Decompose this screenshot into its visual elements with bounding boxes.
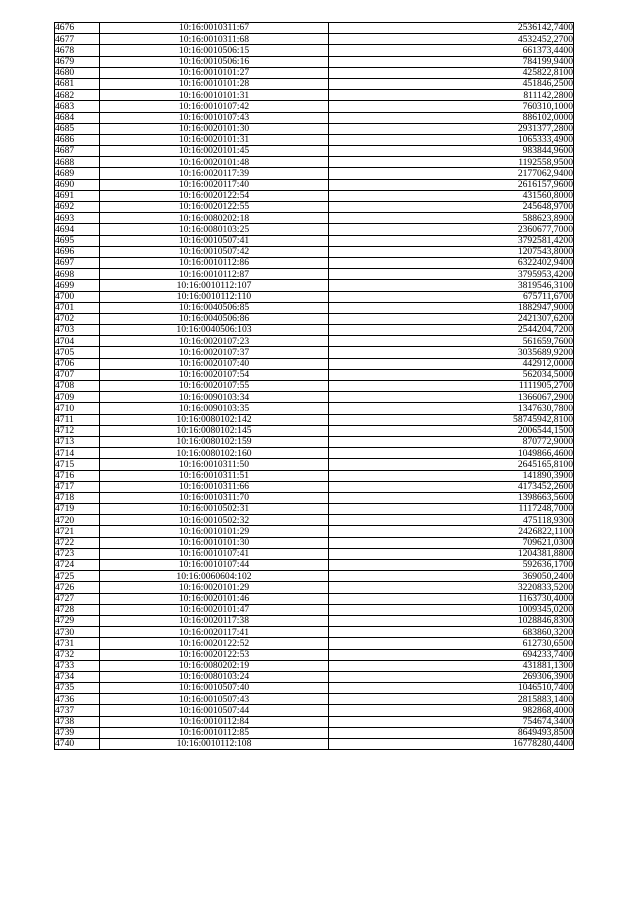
cadastral-number-cell: 10:16:0020101:45: [100, 146, 329, 157]
row-number-cell: 4707: [55, 369, 100, 380]
cadastral-value-cell: 588623,8900: [329, 213, 574, 224]
table-row: [55, 683, 574, 694]
cadastral-value-cell: 2815883,1400: [329, 694, 574, 705]
cadastral-value-cell: 2931377,2800: [329, 123, 574, 134]
cadastral-value-cell: 982868,4000: [329, 705, 574, 716]
cadastral-value-cell: 562034,5000: [329, 369, 574, 380]
table-row: [55, 571, 574, 582]
table-row: [55, 459, 574, 470]
table-row: [55, 23, 574, 34]
cadastral-value-cell: 760310,1000: [329, 101, 574, 112]
row-number-cell: 4694: [55, 224, 100, 235]
cadastral-value-cell: 6322402,9400: [329, 257, 574, 268]
cadastral-number-cell: 10:16:0010507:41: [100, 235, 329, 246]
cadastral-number-cell: 10:16:0020117:39: [100, 168, 329, 179]
table-row: [55, 90, 574, 101]
row-number-cell: 4689: [55, 168, 100, 179]
table-row: [55, 101, 574, 112]
table-row: [55, 615, 574, 626]
table-row: [55, 381, 574, 392]
cadastral-value-cell: 1049866,4600: [329, 448, 574, 459]
table-row: [55, 112, 574, 123]
row-number-cell: 4695: [55, 235, 100, 246]
table-row: [55, 246, 574, 257]
cadastral-number-cell: 10:16:0020117:38: [100, 615, 329, 626]
cadastral-number-cell: 10:16:0010112:84: [100, 716, 329, 727]
cadastral-number-cell: 10:16:0080102:142: [100, 414, 329, 425]
cadastral-value-cell: 1009345,0200: [329, 604, 574, 615]
cadastral-number-cell: 10:16:0020107:23: [100, 336, 329, 347]
table-row: [55, 168, 574, 179]
table-row: [55, 280, 574, 291]
cadastral-number-cell: 10:16:0080103:24: [100, 671, 329, 682]
row-number-cell: 4705: [55, 347, 100, 358]
row-number-cell: 4717: [55, 481, 100, 492]
table-row: [55, 481, 574, 492]
row-number-cell: 4706: [55, 358, 100, 369]
cadastral-number-cell: 10:16:0010502:31: [100, 504, 329, 515]
row-number-cell: 4720: [55, 515, 100, 526]
cadastral-value-cell: 2426822,1100: [329, 526, 574, 537]
table-row: [55, 582, 574, 593]
row-number-cell: 4681: [55, 78, 100, 89]
cadastral-value-cell: 784199,9400: [329, 56, 574, 67]
table-row: [55, 638, 574, 649]
table-row: [55, 67, 574, 78]
cadastral-number-cell: 10:16:0010107:42: [100, 101, 329, 112]
table-row: [55, 34, 574, 45]
cadastral-value-cell: 1163730,4000: [329, 593, 574, 604]
cadastral-value-table: [54, 22, 574, 750]
row-number-cell: 4732: [55, 649, 100, 660]
row-number-cell: 4724: [55, 560, 100, 571]
cadastral-value-cell: 683860,3200: [329, 627, 574, 638]
table-row: [55, 671, 574, 682]
cadastral-number-cell: 10:16:0020101:48: [100, 157, 329, 168]
cadastral-number-cell: 10:16:0040506:86: [100, 313, 329, 324]
cadastral-value-cell: 1117248,7000: [329, 504, 574, 515]
cadastral-value-cell: 4532452,2700: [329, 34, 574, 45]
row-number-cell: 4685: [55, 123, 100, 134]
cadastral-number-cell: 10:16:0020101:46: [100, 593, 329, 604]
row-number-cell: 4709: [55, 392, 100, 403]
table-row: [55, 369, 574, 380]
cadastral-number-cell: 10:16:0010311:67: [100, 23, 329, 34]
cadastral-value-cell: 661373,4400: [329, 45, 574, 56]
cadastral-value-cell: 1192558,9500: [329, 157, 574, 168]
cadastral-number-cell: 10:16:0020117:41: [100, 627, 329, 638]
row-number-cell: 4725: [55, 571, 100, 582]
table-row: [55, 627, 574, 638]
table-row: [55, 302, 574, 313]
row-number-cell: 4691: [55, 190, 100, 201]
table-row: [55, 537, 574, 548]
table-row: [55, 436, 574, 447]
row-number-cell: 4721: [55, 526, 100, 537]
cadastral-number-cell: 10:16:0010507:42: [100, 246, 329, 257]
cadastral-value-cell: 2360677,7000: [329, 224, 574, 235]
row-number-cell: 4729: [55, 615, 100, 626]
cadastral-number-cell: 10:16:0020122:54: [100, 190, 329, 201]
row-number-cell: 4731: [55, 638, 100, 649]
row-number-cell: 4699: [55, 280, 100, 291]
cadastral-number-cell: 10:16:0020107:37: [100, 347, 329, 358]
cadastral-value-cell: 886102,0000: [329, 112, 574, 123]
cadastral-value-cell: 141890,3900: [329, 470, 574, 481]
cadastral-number-cell: 10:16:0020107:40: [100, 358, 329, 369]
row-number-cell: 4693: [55, 213, 100, 224]
cadastral-number-cell: 10:16:0020117:40: [100, 179, 329, 190]
cadastral-value-cell: 1111905,2700: [329, 381, 574, 392]
cadastral-value-cell: 245648,9700: [329, 202, 574, 213]
cadastral-number-cell: 10:16:0020107:55: [100, 381, 329, 392]
cadastral-number-cell: 10:16:0010311:70: [100, 492, 329, 503]
cadastral-value-cell: 870772,9000: [329, 436, 574, 447]
cadastral-number-cell: 10:16:0080102:160: [100, 448, 329, 459]
row-number-cell: 4713: [55, 436, 100, 447]
row-number-cell: 4735: [55, 683, 100, 694]
cadastral-value-cell: 709621,0300: [329, 537, 574, 548]
table-row: [55, 56, 574, 67]
row-number-cell: 4739: [55, 727, 100, 738]
cadastral-value-cell: 2616157,9600: [329, 179, 574, 190]
row-number-cell: 4723: [55, 548, 100, 559]
table-row: [55, 515, 574, 526]
cadastral-value-cell: 2421307,6200: [329, 313, 574, 324]
cadastral-value-cell: 811142,2800: [329, 90, 574, 101]
table-row: [55, 146, 574, 157]
table-row: [55, 358, 574, 369]
table-row: [55, 179, 574, 190]
cadastral-value-cell: 561659,7600: [329, 336, 574, 347]
cadastral-number-cell: 10:16:0080103:25: [100, 224, 329, 235]
table-row: [55, 492, 574, 503]
table-row: [55, 257, 574, 268]
row-number-cell: 4702: [55, 313, 100, 324]
table-row: [55, 313, 574, 324]
cadastral-value-cell: 1204381,8800: [329, 548, 574, 559]
table-row: [55, 716, 574, 727]
cadastral-value-cell: 1882947,9000: [329, 302, 574, 313]
row-number-cell: 4711: [55, 414, 100, 425]
table-row: [55, 347, 574, 358]
table-row: [55, 78, 574, 89]
table-row: [55, 325, 574, 336]
cadastral-number-cell: 10:16:0020101:29: [100, 582, 329, 593]
table-row: [55, 45, 574, 56]
row-number-cell: 4704: [55, 336, 100, 347]
cadastral-value-cell: 2536142,7400: [329, 23, 574, 34]
row-number-cell: 4697: [55, 257, 100, 268]
table-row: [55, 235, 574, 246]
row-number-cell: 4701: [55, 302, 100, 313]
table-row: [55, 213, 574, 224]
cadastral-number-cell: 10:16:0010506:15: [100, 45, 329, 56]
cadastral-number-cell: 10:16:0020101:31: [100, 134, 329, 145]
cadastral-value-cell: 1046510,7400: [329, 683, 574, 694]
row-number-cell: 4687: [55, 146, 100, 157]
cadastral-value-cell: 442912,0000: [329, 358, 574, 369]
cadastral-number-cell: 10:16:0010112:85: [100, 727, 329, 738]
table-row: [55, 660, 574, 671]
cadastral-value-cell: 754674,3400: [329, 716, 574, 727]
table-row: [55, 548, 574, 559]
row-number-cell: 4719: [55, 504, 100, 515]
cadastral-value-cell: 475118,9300: [329, 515, 574, 526]
row-number-cell: 4678: [55, 45, 100, 56]
cadastral-number-cell: 10:16:0020101:47: [100, 604, 329, 615]
cadastral-value-cell: 3819546,3100: [329, 280, 574, 291]
cadastral-number-cell: 10:16:0080102:159: [100, 436, 329, 447]
table-row: [55, 202, 574, 213]
cadastral-number-cell: 10:16:0090103:34: [100, 392, 329, 403]
cadastral-value-cell: 1028846,8300: [329, 615, 574, 626]
table-row: [55, 560, 574, 571]
cadastral-value-cell: 425822,8100: [329, 67, 574, 78]
row-number-cell: 4692: [55, 202, 100, 213]
row-number-cell: 4710: [55, 403, 100, 414]
cadastral-value-cell: 369050,2400: [329, 571, 574, 582]
row-number-cell: 4677: [55, 34, 100, 45]
cadastral-number-cell: 10:16:0010507:43: [100, 694, 329, 705]
table-row: [55, 739, 574, 750]
cadastral-number-cell: 10:16:0010107:41: [100, 548, 329, 559]
cadastral-value-cell: 1207543,8000: [329, 246, 574, 257]
row-number-cell: 4676: [55, 23, 100, 34]
cadastral-value-cell: 1366067,2900: [329, 392, 574, 403]
cadastral-value-cell: 1398663,5600: [329, 492, 574, 503]
row-number-cell: 4679: [55, 56, 100, 67]
cadastral-value-cell: 983844,9600: [329, 146, 574, 157]
cadastral-number-cell: 10:16:0010311:51: [100, 470, 329, 481]
row-number-cell: 4738: [55, 716, 100, 727]
row-number-cell: 4727: [55, 593, 100, 604]
row-number-cell: 4703: [55, 325, 100, 336]
table-row: [55, 392, 574, 403]
cadastral-number-cell: 10:16:0010507:44: [100, 705, 329, 716]
cadastral-number-cell: 10:16:0040506:103: [100, 325, 329, 336]
table-row: [55, 727, 574, 738]
table-row: [55, 470, 574, 481]
cadastral-number-cell: 10:16:0020122:53: [100, 649, 329, 660]
table-row: [55, 414, 574, 425]
table-body: [55, 23, 574, 750]
row-number-cell: 4684: [55, 112, 100, 123]
cadastral-number-cell: 10:16:0080202:18: [100, 213, 329, 224]
cadastral-value-cell: 612730,6500: [329, 638, 574, 649]
row-number-cell: 4734: [55, 671, 100, 682]
cadastral-number-cell: 10:16:0090103:35: [100, 403, 329, 414]
cadastral-value-cell: 2544204,7200: [329, 325, 574, 336]
table-row: [55, 526, 574, 537]
row-number-cell: 4733: [55, 660, 100, 671]
row-number-cell: 4688: [55, 157, 100, 168]
cadastral-value-cell: 675711,6700: [329, 291, 574, 302]
row-number-cell: 4740: [55, 739, 100, 750]
row-number-cell: 4728: [55, 604, 100, 615]
table-row: [55, 604, 574, 615]
row-number-cell: 4726: [55, 582, 100, 593]
cadastral-number-cell: 10:16:0010101:30: [100, 537, 329, 548]
row-number-cell: 4715: [55, 459, 100, 470]
row-number-cell: 4682: [55, 90, 100, 101]
cadastral-number-cell: 10:16:0010311:66: [100, 481, 329, 492]
cadastral-number-cell: 10:16:0010112:86: [100, 257, 329, 268]
cadastral-value-cell: 2177062,9400: [329, 168, 574, 179]
cadastral-value-cell: 451846,2500: [329, 78, 574, 89]
table-row: [55, 157, 574, 168]
table-row: [55, 190, 574, 201]
table-row: [55, 593, 574, 604]
row-number-cell: 4722: [55, 537, 100, 548]
cadastral-number-cell: 10:16:0010101:27: [100, 67, 329, 78]
row-number-cell: 4712: [55, 425, 100, 436]
cadastral-value-cell: 2006544,1500: [329, 425, 574, 436]
cadastral-value-cell: 3220833,5200: [329, 582, 574, 593]
cadastral-number-cell: 10:16:0010107:44: [100, 560, 329, 571]
row-number-cell: 4698: [55, 269, 100, 280]
row-number-cell: 4730: [55, 627, 100, 638]
cadastral-number-cell: 10:16:0020101:30: [100, 123, 329, 134]
cadastral-value-cell: 592636,1700: [329, 560, 574, 571]
cadastral-number-cell: 10:16:0010112:87: [100, 269, 329, 280]
cadastral-number-cell: 10:16:0040506:85: [100, 302, 329, 313]
cadastral-number-cell: 10:16:0020107:54: [100, 369, 329, 380]
table-row: [55, 269, 574, 280]
cadastral-value-cell: 3792581,4200: [329, 235, 574, 246]
cadastral-value-cell: 2645165,8100: [329, 459, 574, 470]
table-row: [55, 448, 574, 459]
cadastral-number-cell: 10:16:0010311:50: [100, 459, 329, 470]
table-row: [55, 694, 574, 705]
cadastral-value-cell: 694233,7400: [329, 649, 574, 660]
table-row: [55, 291, 574, 302]
cadastral-value-cell: 1065333,4900: [329, 134, 574, 145]
cadastral-value-cell: 3035689,9200: [329, 347, 574, 358]
cadastral-number-cell: 10:16:0080102:145: [100, 425, 329, 436]
cadastral-value-cell: 431560,8000: [329, 190, 574, 201]
row-number-cell: 4718: [55, 492, 100, 503]
cadastral-number-cell: 10:16:0020122:52: [100, 638, 329, 649]
cadastral-number-cell: 10:16:0010107:43: [100, 112, 329, 123]
row-number-cell: 4700: [55, 291, 100, 302]
cadastral-number-cell: 10:16:0010311:68: [100, 34, 329, 45]
cadastral-number-cell: 10:16:0010112:108: [100, 739, 329, 750]
cadastral-number-cell: 10:16:0010101:31: [100, 90, 329, 101]
table-row: [55, 504, 574, 515]
cadastral-value-cell: 58745942,8100: [329, 414, 574, 425]
cadastral-value-cell: 269306,3900: [329, 671, 574, 682]
row-number-cell: 4690: [55, 179, 100, 190]
cadastral-number-cell: 10:16:0010112:107: [100, 280, 329, 291]
table-row: [55, 425, 574, 436]
cadastral-number-cell: 10:16:0010101:29: [100, 526, 329, 537]
row-number-cell: 4683: [55, 101, 100, 112]
row-number-cell: 4686: [55, 134, 100, 145]
cadastral-number-cell: 10:16:0010502:32: [100, 515, 329, 526]
row-number-cell: 4680: [55, 67, 100, 78]
table-row: [55, 705, 574, 716]
cadastral-number-cell: 10:16:0010112:110: [100, 291, 329, 302]
cadastral-value-cell: 4173452,2600: [329, 481, 574, 492]
row-number-cell: 4714: [55, 448, 100, 459]
table-row: [55, 403, 574, 414]
row-number-cell: 4716: [55, 470, 100, 481]
cadastral-value-cell: 431881,1300: [329, 660, 574, 671]
cadastral-value-cell: 3795953,4200: [329, 269, 574, 280]
cadastral-value-cell: 16778280,4400: [329, 739, 574, 750]
table-row: [55, 649, 574, 660]
cadastral-number-cell: 10:16:0010506:16: [100, 56, 329, 67]
row-number-cell: 4736: [55, 694, 100, 705]
table-row: [55, 134, 574, 145]
cadastral-number-cell: 10:16:0020122:55: [100, 202, 329, 213]
row-number-cell: 4696: [55, 246, 100, 257]
table-row: [55, 336, 574, 347]
cadastral-value-cell: 8649493,8500: [329, 727, 574, 738]
table-row: [55, 224, 574, 235]
cadastral-value-cell: 1347630,7800: [329, 403, 574, 414]
row-number-cell: 4708: [55, 381, 100, 392]
row-number-cell: 4737: [55, 705, 100, 716]
cadastral-number-cell: 10:16:0060604:102: [100, 571, 329, 582]
cadastral-number-cell: 10:16:0010507:40: [100, 683, 329, 694]
table-row: [55, 123, 574, 134]
cadastral-number-cell: 10:16:0080202:19: [100, 660, 329, 671]
cadastral-number-cell: 10:16:0010101:28: [100, 78, 329, 89]
